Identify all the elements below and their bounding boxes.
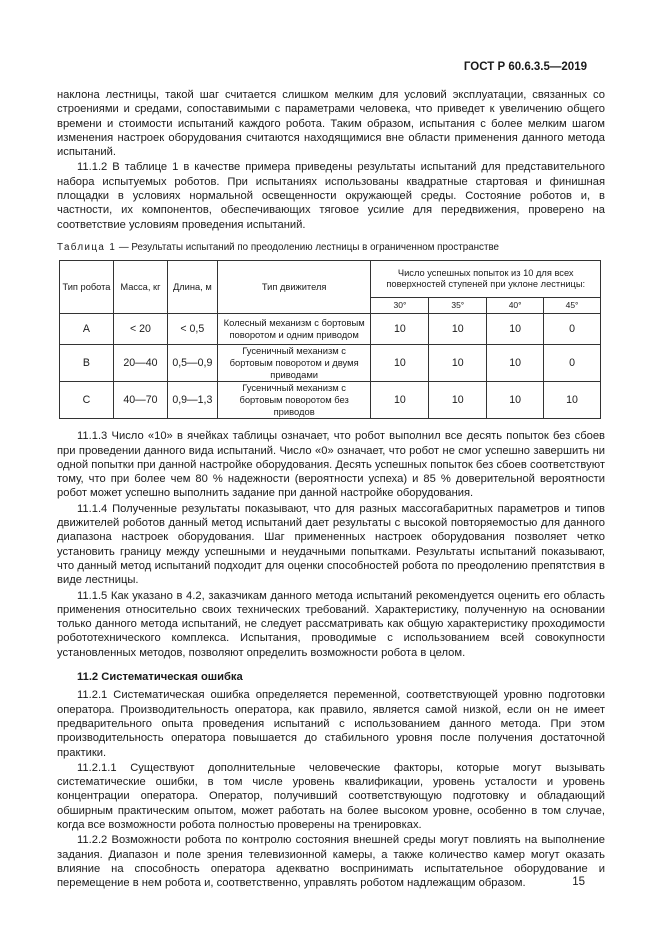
section-heading: 11.2 Систематическая ошибка	[77, 671, 243, 684]
page-content	[57, 88, 605, 891]
table-caption-label: Таблица 1	[57, 241, 117, 253]
cell-length: 0,9—1,3	[167, 382, 217, 419]
cell-length: < 0,5	[167, 314, 217, 345]
paragraph: наклона лестницы, такой шаг считается слишком мелким для условий эксплуатации, связанных со строениями и средами, сопоставимыми с параметрами человека, что приведет к увеличению общего времени и стоимости испытаний каждого робота. Таким образом, испытания с более мелким шагом изменения настроек оборудования считаются находящимися вне области применения данного метода испытаний.	[57, 89, 605, 159]
header-length: Длина, м	[167, 261, 217, 314]
cell-mass: 40—70	[113, 382, 167, 419]
cell-type: С	[60, 382, 114, 419]
cell-value: 10	[371, 345, 429, 382]
document-header: ГОСТ Р 60.6.3.5—2019	[463, 61, 587, 73]
cell-drive: Гусеничный механизм с бортовым поворотом и двумя приводами	[217, 345, 371, 382]
table-caption	[57, 241, 605, 255]
results-table	[59, 260, 601, 419]
cell-value: 10	[487, 314, 544, 345]
page-number: 15	[572, 876, 585, 888]
table-header-row	[60, 261, 601, 298]
paragraph: 11.1.4 Полученные результаты показывают, что для разных массогабаритных параметров и типов движителей роботов данный метод испытаний дает результаты с высокой повторяемостью для данного диапазона настроек оборудования. Шаг примененных настроек оборудования позволяет четко установить границу между успешными и неудачными попытками. Результаты испытаний показывают, что данный метод испытаний подходит для оценки способностей робота по преодолению препятствия в виде лестницы.	[57, 502, 605, 587]
header-mass: Масса, кг	[113, 261, 167, 314]
cell-drive: Гусеничный механизм с бортовым поворотом без приводов	[217, 382, 371, 419]
table-row	[60, 345, 601, 382]
header-angle: 40°	[487, 298, 544, 314]
table-row	[60, 314, 601, 345]
header-drive-type: Тип движителя	[217, 261, 371, 314]
paragraph: 11.2.1 Систематическая ошибка определяется переменной, соответствующей уровню подготовки оператора. Производительность оператора, как правило, является самой низкой, если он не имеет предварительного опыта проведения испытаний с использованием данного метода. При этом производительность оператора повышается до стабильного уровня после получения достаточной практики.	[57, 689, 605, 759]
paragraph: 11.2.1.1 Существуют дополнительные человеческие факторы, которые могут вызывать систематические ошибки, в том числе уровень квалификации, уровень усталости и уровень концентрации оператора. Оператор, получивший соответствующую подготовку и обладающий обширным практическим опытом, может работать на более высоком уровне, особенно в том случае, когда все возможности робота полностью проверены на тренировках.	[57, 761, 605, 831]
cell-value: 10	[371, 314, 429, 345]
cell-type: А	[60, 314, 114, 345]
paragraph: 11.1.3 Число «10» в ячейках таблицы означает, что робот выполнил все десять попыток без сбоев при проведении данного вида испытаний. Число «0» означает, что робот не смог успешно завершить ни одной попытки при данной настройке оборудования. Десять успешных попыток без сбоев соответствуют тому, что при более чем 80 % надежности (вероятности успеха) и 85 % доверительной вероятности робот может успешно выполнить задание при данной настройке оборудования.	[57, 430, 605, 500]
cell-value: 10	[429, 314, 487, 345]
cell-mass: < 20	[113, 314, 167, 345]
cell-type: В	[60, 345, 114, 382]
cell-mass: 20—40	[113, 345, 167, 382]
header-angle: 30°	[371, 298, 429, 314]
paragraph: 11.1.5 Как указано в 4.2, заказчикам данного метода испытаний рекомендуется оценить его область применения относительно своих технических требований. Характеристику, полученную на основании только данного метода испытаний, не следует рассматривать как общую характеристику проходимости робототехнического комплекса. Испытания, проводимые с использованием всей совокупности установленных методов, позволяют определить возможности робота в целом.	[57, 589, 605, 659]
header-angle: 35°	[429, 298, 487, 314]
cell-value: 0	[544, 345, 601, 382]
cell-value: 10	[487, 345, 544, 382]
cell-value: 10	[429, 382, 487, 419]
paragraph: 11.1.2 В таблице 1 в качестве примера приведены результаты испытаний для представительного набора испытуемых роботов. При испытаниях использованы квадратные стартовая и финишная площадки в условиях нормальной освещенности окружающей среды. Состояние роботов и, в частности, их компонентов, обеспечивающих тяговое усилие для передвижения, проверено на соответствие условиям проведения испытаний.	[57, 161, 605, 231]
header-robot-type: Тип робота	[60, 261, 114, 314]
cell-length: 0,5—0,9	[167, 345, 217, 382]
cell-drive: Колесный механизм с бортовым поворотом и одним приводом	[217, 314, 371, 345]
table-row	[60, 382, 601, 419]
cell-value: 10	[544, 382, 601, 419]
cell-value: 10	[371, 382, 429, 419]
header-success-count: Число успешных попыток из 10 для всех поверхностей ступеней при уклоне лестницы:	[371, 261, 601, 298]
cell-value: 10	[429, 345, 487, 382]
header-angle: 45°	[544, 298, 601, 314]
cell-value: 10	[487, 382, 544, 419]
paragraph: 11.2.2 Возможности робота по контролю состояния внешней среды могут повлиять на выполнение задания. Диапазон и поле зрения телевизионной камеры, а также количество камер могут оказать влияние на способность оператора адекватно воспринимать испытательное оборудование и перемещение в нем робота и, соответственно, управлять роботом надлежащим образом.	[57, 834, 605, 890]
cell-value: 0	[544, 314, 601, 345]
table-caption-text: — Результаты испытаний по преодолению лестницы в ограниченном пространстве	[116, 241, 499, 253]
